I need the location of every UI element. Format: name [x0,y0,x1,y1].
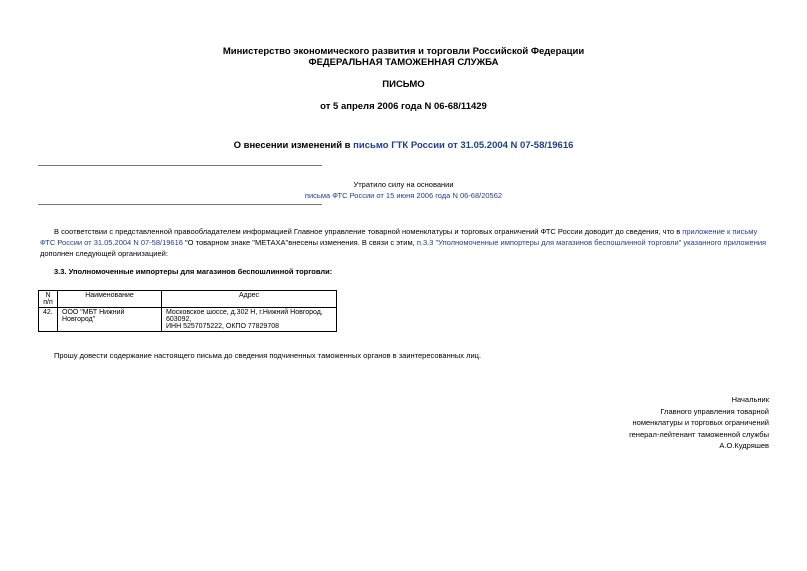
body-paragraph [40,226,769,259]
divider-bottom [38,204,322,205]
doc-title-prefix: О внесении изменений в [233,140,354,151]
closing-paragraph: Прошу довести содержание настоящего письма до сведения подчиненных таможенных органов в заинтересованных лиц. [54,351,482,360]
ministry-name: Министерство экономического развития и торговли Российской Федерации [222,46,585,57]
section-link[interactable]: п.3.3 "Уполномоченные импортеры для магазинов беспошлинной торговли" указанного приложения [416,238,767,247]
table-row [39,308,337,332]
status-link-wrap [0,191,807,200]
col-name-header: Наименование [58,291,162,308]
col-address-header: Адрес [162,291,337,308]
signature-rank: генерал-лейтенант таможенной службы [629,429,769,439]
fts-repeal-letter-link[interactable]: письма ФТС России от 15 июня 2006 года N 06-68/20562 [304,191,503,200]
row-num: 42. [39,308,58,332]
p1-text-1: В соответствии с представленной правообладателем информацией Главное управление товарной номенклатуры и торговых ограничений ФТС России доводит до сведения, что в [54,227,683,236]
row-name: ООО "МБТ Нижний Новгород" [58,308,162,332]
row-address: Московское шоссе, д.302 Н, г.Нижний Новгород, 603092, ИНН 5257075222, ОКПО 77829708 [162,308,337,332]
signature-position: Начальник [731,395,769,404]
col-num-header: N п/п [39,291,58,308]
gtk-letter-link[interactable]: письмо ГТК России от 31.05.2004 N 07-58/19616 [353,140,574,151]
importers-table [38,290,337,332]
signature-dept-2: номенклатуры и торговых ограничений [632,418,769,427]
signature-dept-1: Главного управления товарной [660,406,769,416]
divider-top [38,165,322,166]
appendix-link[interactable]: приложение к письму ФТС России от 31.05.2004 N 07-58/19616 [40,227,758,247]
doc-date-number: от 5 апреля 2006 года N 06-68/11429 [320,101,487,112]
signature-block [629,394,769,452]
status-line: Утратило силу на основании [353,180,454,189]
doc-title [0,140,807,151]
section-title: 3.3. Уполномоченные импортеры для магазинов беспошлинной торговли: [54,267,333,276]
p1-text-3: дополнен следующей организацией: [40,249,168,258]
p1-text-2: "О товарном знаке "МЕТАХА"внесены изменения. В связи с этим, [182,238,417,247]
signature-name: А.О.Кудряшев [719,441,769,450]
doc-type: ПИСЬМО [382,79,425,90]
table-header-row [39,291,337,308]
service-name: ФЕДЕРАЛЬНАЯ ТАМОЖЕННАЯ СЛУЖБА [308,57,499,68]
